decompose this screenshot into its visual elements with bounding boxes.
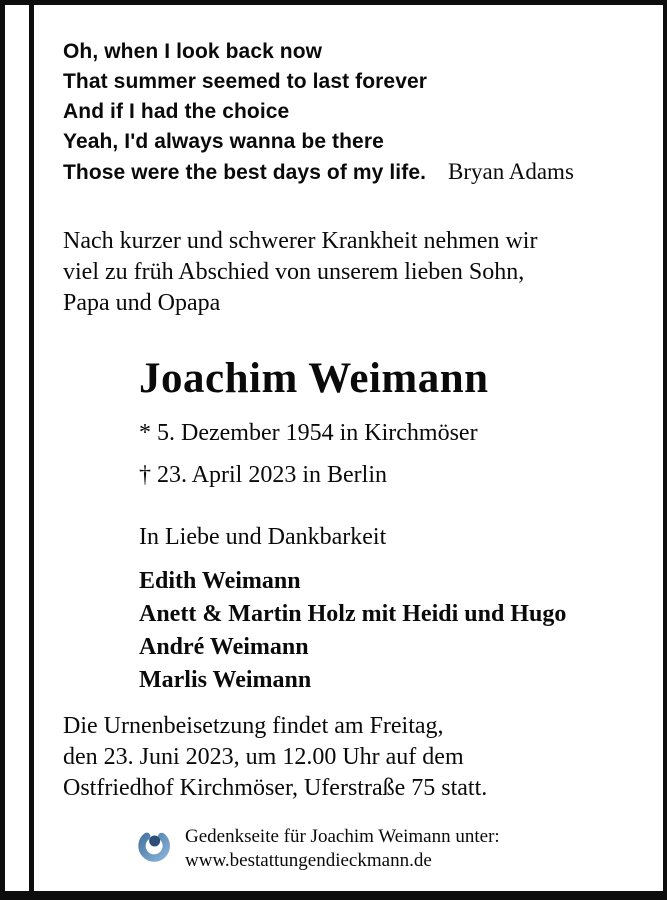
mourner-name: Anett & Martin Holz mit Heidi und Hugo <box>139 601 567 627</box>
poem-line: That summer seemed to last forever <box>63 70 428 93</box>
intro-line: Nach kurzer und schwerer Krankheit nehmen wir <box>63 228 538 254</box>
burial-info <box>63 711 487 804</box>
memorial-footer <box>135 825 500 873</box>
burial-line: den 23. Juni 2023, um 12.00 Uhr auf dem <box>63 744 464 770</box>
mourner-name: André Weimann <box>139 634 309 660</box>
mourning-border-rule <box>29 5 34 891</box>
mourner-name: Edith Weimann <box>139 568 301 594</box>
burial-line: Die Urnenbeisetzung findet am Freitag, <box>63 713 444 739</box>
burial-line: Ostfriedhof Kirchmöser, Uferstraße 75 statt. <box>63 775 488 801</box>
mourners-list <box>139 565 566 697</box>
intro-line: viel zu früh Abschied von unserem lieben Sohn, <box>63 259 525 285</box>
poem-line-text: Those were the best days of my life. <box>63 161 427 184</box>
funeral-home-logo-icon <box>135 827 173 865</box>
poem-line: Yeah, I'd always wanna be there <box>63 130 384 153</box>
poem-quote <box>63 37 574 188</box>
memorial-text <box>185 825 500 873</box>
death-date: † 23. April 2023 in Berlin <box>139 462 387 488</box>
poem-line <box>63 157 574 188</box>
memorial-site-line: Gedenkseite für Joachim Weimann unter: <box>185 826 500 847</box>
closing-line: In Liebe und Dankbarkeit <box>139 524 387 550</box>
intro-line: Papa und Opapa <box>63 290 221 316</box>
poem-line: Oh, when I look back now <box>63 40 323 63</box>
birth-date: * 5. Dezember 1954 in Kirchmöser <box>139 420 478 446</box>
life-dates <box>139 419 478 503</box>
poem-line: And if I had the choice <box>63 100 290 123</box>
mourner-name: Marlis Weimann <box>139 667 312 693</box>
deceased-name: Joachim Weimann <box>139 355 489 402</box>
poem-attribution: Bryan Adams <box>448 159 574 184</box>
memorial-site-url: www.bestattungendieckmann.de <box>185 850 432 871</box>
intro-paragraph <box>63 226 537 319</box>
